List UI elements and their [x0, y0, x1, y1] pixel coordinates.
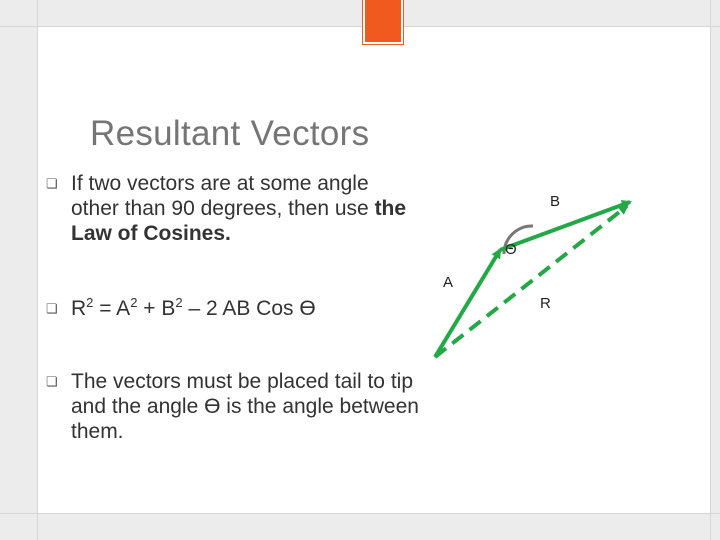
slide-bullet-icon: ❏: [46, 176, 58, 191]
accent-rectangle: [363, 0, 403, 44]
label-b: B: [550, 193, 561, 210]
slide-title: Resultant Vectors: [90, 114, 370, 153]
slide-bullet-icon: ❏: [46, 301, 58, 316]
bullet-text: If two vectors are at some angle other than 90 degrees, then use the Law of Cosines.: [71, 172, 407, 245]
bullet-law-of-cosines: [46, 171, 421, 246]
slide-bullet-icon: ❏: [46, 374, 58, 389]
vector-a-arrow: [435, 250, 500, 357]
bullet-tail-to-tip: [46, 369, 421, 444]
bullet-text: The vectors must be placed tail to tip and the angle ϴ is the angle between them.: [71, 370, 419, 443]
formula-text: $R^2 = A^2 + B^2 - 2$ AB Cos ϴ: [71, 295, 316, 320]
label-a: A: [443, 274, 454, 291]
bold-phrase: the Law of Cosines.: [71, 197, 407, 245]
bullet-formula: [46, 296, 421, 321]
vector-b-arrow: [500, 202, 630, 250]
label-r: R: [540, 295, 551, 312]
label-theta: Θ: [505, 241, 517, 258]
resultant-r-arrow: [435, 206, 627, 357]
